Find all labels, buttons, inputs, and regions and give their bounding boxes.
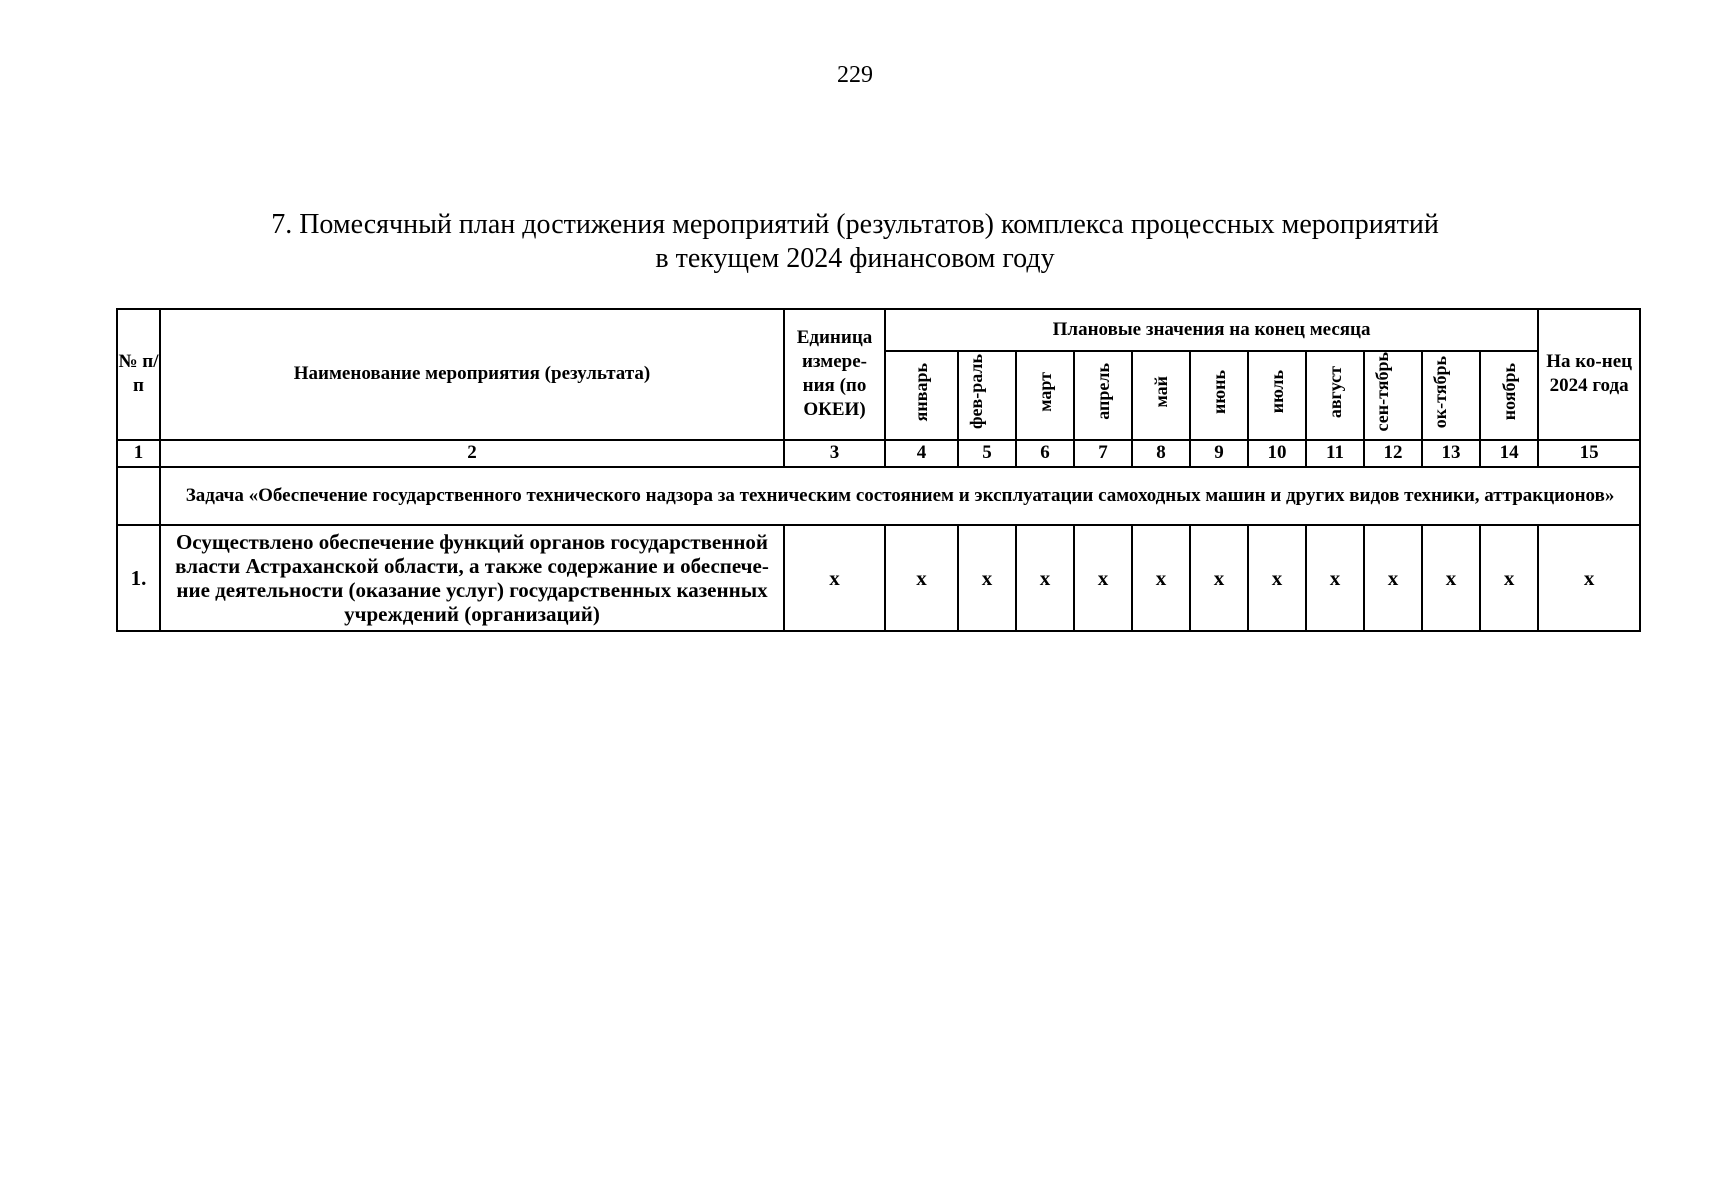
- month-label: ноябрь: [1498, 363, 1519, 421]
- col-number: 5: [958, 440, 1016, 467]
- row-month-value: x: [1422, 525, 1480, 631]
- month-header-10: [1422, 351, 1480, 440]
- month-label: январь: [911, 362, 931, 422]
- month-header-8: [1306, 351, 1364, 440]
- page-number: 229: [837, 62, 873, 88]
- row-month-value: x: [958, 525, 1016, 631]
- month-label: август: [1324, 365, 1345, 418]
- header-end: На ко-нец 2024 года: [1538, 309, 1640, 440]
- col-number: 13: [1422, 440, 1480, 467]
- month-header-4: [1074, 351, 1132, 440]
- col-number: 6: [1016, 440, 1074, 467]
- col-number: 15: [1538, 440, 1640, 467]
- month-header-7: [1248, 351, 1306, 440]
- header-name: Наименование мероприятия (результата): [160, 309, 784, 440]
- col-number: 9: [1190, 440, 1248, 467]
- month-header-11: [1480, 351, 1538, 440]
- header-num: № п/п: [117, 309, 160, 440]
- row-end-value: x: [1538, 525, 1640, 631]
- col-number: 7: [1074, 440, 1132, 467]
- row-month-value: x: [1132, 525, 1190, 631]
- month-header-6: [1190, 351, 1248, 440]
- col-number: 2: [160, 440, 784, 467]
- col-number: 11: [1306, 440, 1364, 467]
- col-number: 14: [1480, 440, 1538, 467]
- month-label: сен-тябрь: [1372, 352, 1392, 432]
- col-number: 8: [1132, 440, 1190, 467]
- month-header-1: [885, 351, 958, 440]
- row-month-value: x: [1074, 525, 1132, 631]
- month-label: апрель: [1092, 363, 1113, 421]
- row-month-value: x: [1364, 525, 1422, 631]
- row-month-value: x: [1306, 525, 1364, 631]
- month-header-9: [1364, 351, 1422, 440]
- task-num-cell: [117, 467, 160, 525]
- month-label: май: [1150, 376, 1171, 408]
- col-number: 12: [1364, 440, 1422, 467]
- task-text: Задача «Обеспечение государственного технического надзора за техническим состоянием и эксплуатации самоходных машин и других видов техники, аттракционов»: [160, 467, 1640, 525]
- column-number-row: [117, 440, 1640, 467]
- header-unit: Единица измере-ния (по ОКЕИ): [784, 309, 885, 440]
- col-number: 10: [1248, 440, 1306, 467]
- section-title-line-2: в текущем 2024 финансовом году: [655, 243, 1055, 274]
- row-name: Осуществлено обеспечение функций органов государственной власти Астраханской области, а также содержание и обеспече-ние деятельности (оказание услуг) государственных казенных учреждений (организаций): [160, 525, 784, 631]
- header-planned: Плановые значения на конец месяца: [885, 309, 1538, 351]
- month-header-3: [1016, 351, 1074, 440]
- section-title-line-1: 7. Помесячный план достижения мероприятий (результатов) комплекса процессных мероприятий: [271, 209, 1439, 240]
- month-label: март: [1034, 371, 1055, 412]
- month-header-5: [1132, 351, 1190, 440]
- month-label: ок-тябрь: [1430, 355, 1450, 428]
- table-row: [117, 525, 1640, 631]
- monthly-plan-table: [116, 308, 1641, 632]
- row-month-value: x: [1248, 525, 1306, 631]
- month-label: июль: [1266, 370, 1287, 414]
- row-month-value: x: [885, 525, 958, 631]
- month-label: июнь: [1208, 369, 1229, 414]
- section-title: [0, 208, 1710, 276]
- col-number: 4: [885, 440, 958, 467]
- row-num: 1.: [117, 525, 160, 631]
- col-number: 3: [784, 440, 885, 467]
- row-month-value: x: [1190, 525, 1248, 631]
- task-row: [117, 467, 1640, 525]
- row-unit: x: [784, 525, 885, 631]
- month-header-2: [958, 351, 1016, 440]
- col-number: 1: [117, 440, 160, 467]
- row-month-value: x: [1016, 525, 1074, 631]
- row-month-value: x: [1480, 525, 1538, 631]
- month-label: фев-раль: [966, 354, 986, 430]
